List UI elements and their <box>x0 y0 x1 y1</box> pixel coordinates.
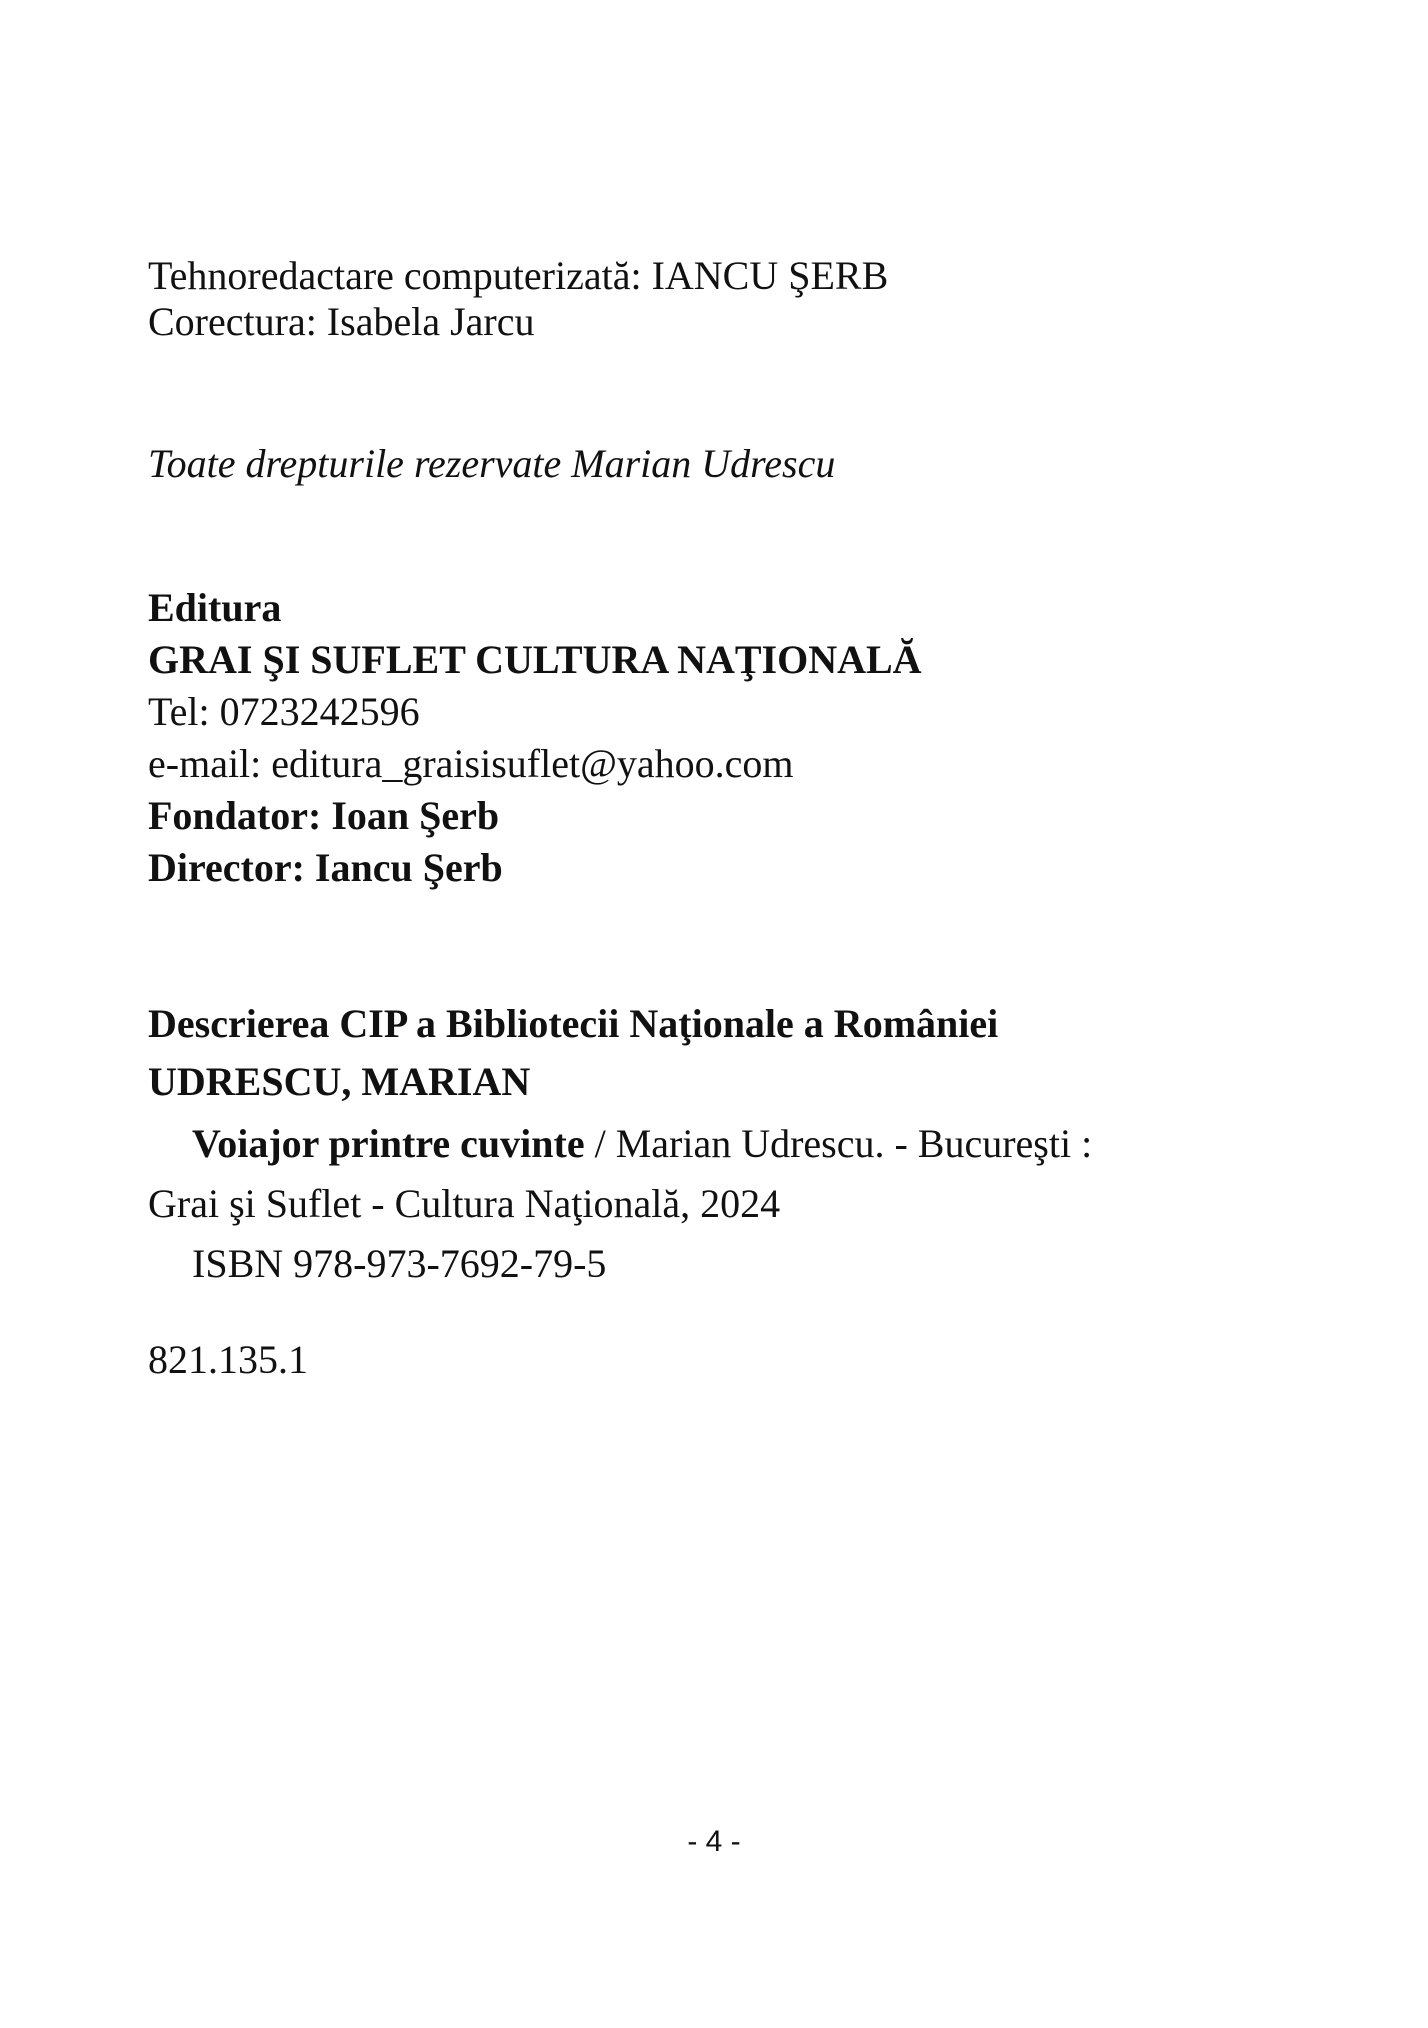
rights-notice: Toate drepturile rezervate Marian Udrescu <box>148 441 836 486</box>
proofreading-credit: Corectura: Isabela Jarcu <box>148 299 535 344</box>
publisher-director: Director: Iancu Şerb <box>148 845 503 890</box>
publisher-email: e-mail: editura_graisisuflet@yahoo.com <box>148 741 794 786</box>
page-number: - 4 - <box>687 1825 741 1858</box>
publisher-phone: Tel: 0723242596 <box>148 689 420 734</box>
cip-book-title: Voiajor printre cuvinte <box>192 1121 585 1166</box>
cip-classification: 821.135.1 <box>148 1337 308 1382</box>
cip-imprint: Grai şi Suflet - Cultura Naţională, 2024 <box>148 1181 781 1226</box>
cip-title-rest: / Marian Udrescu. - Bucureşti : <box>584 1121 1093 1166</box>
cip-heading: Descrierea CIP a Bibliotecii Naţionale a României <box>148 1001 999 1046</box>
publisher-label: Editura <box>148 585 282 630</box>
cip-isbn: ISBN 978-973-7692-79-5 <box>192 1241 607 1286</box>
cip-title-line <box>192 1120 1092 1168</box>
typesetting-credit: Tehnoredactare computerizată: IANCU ŞERB <box>148 253 889 298</box>
publisher-founder: Fondator: Ioan Şerb <box>148 793 500 838</box>
cip-author: UDRESCU, MARIAN <box>148 1059 531 1104</box>
publisher-name: GRAI ŞI SUFLET CULTURA NAŢIONALĂ <box>148 637 922 682</box>
